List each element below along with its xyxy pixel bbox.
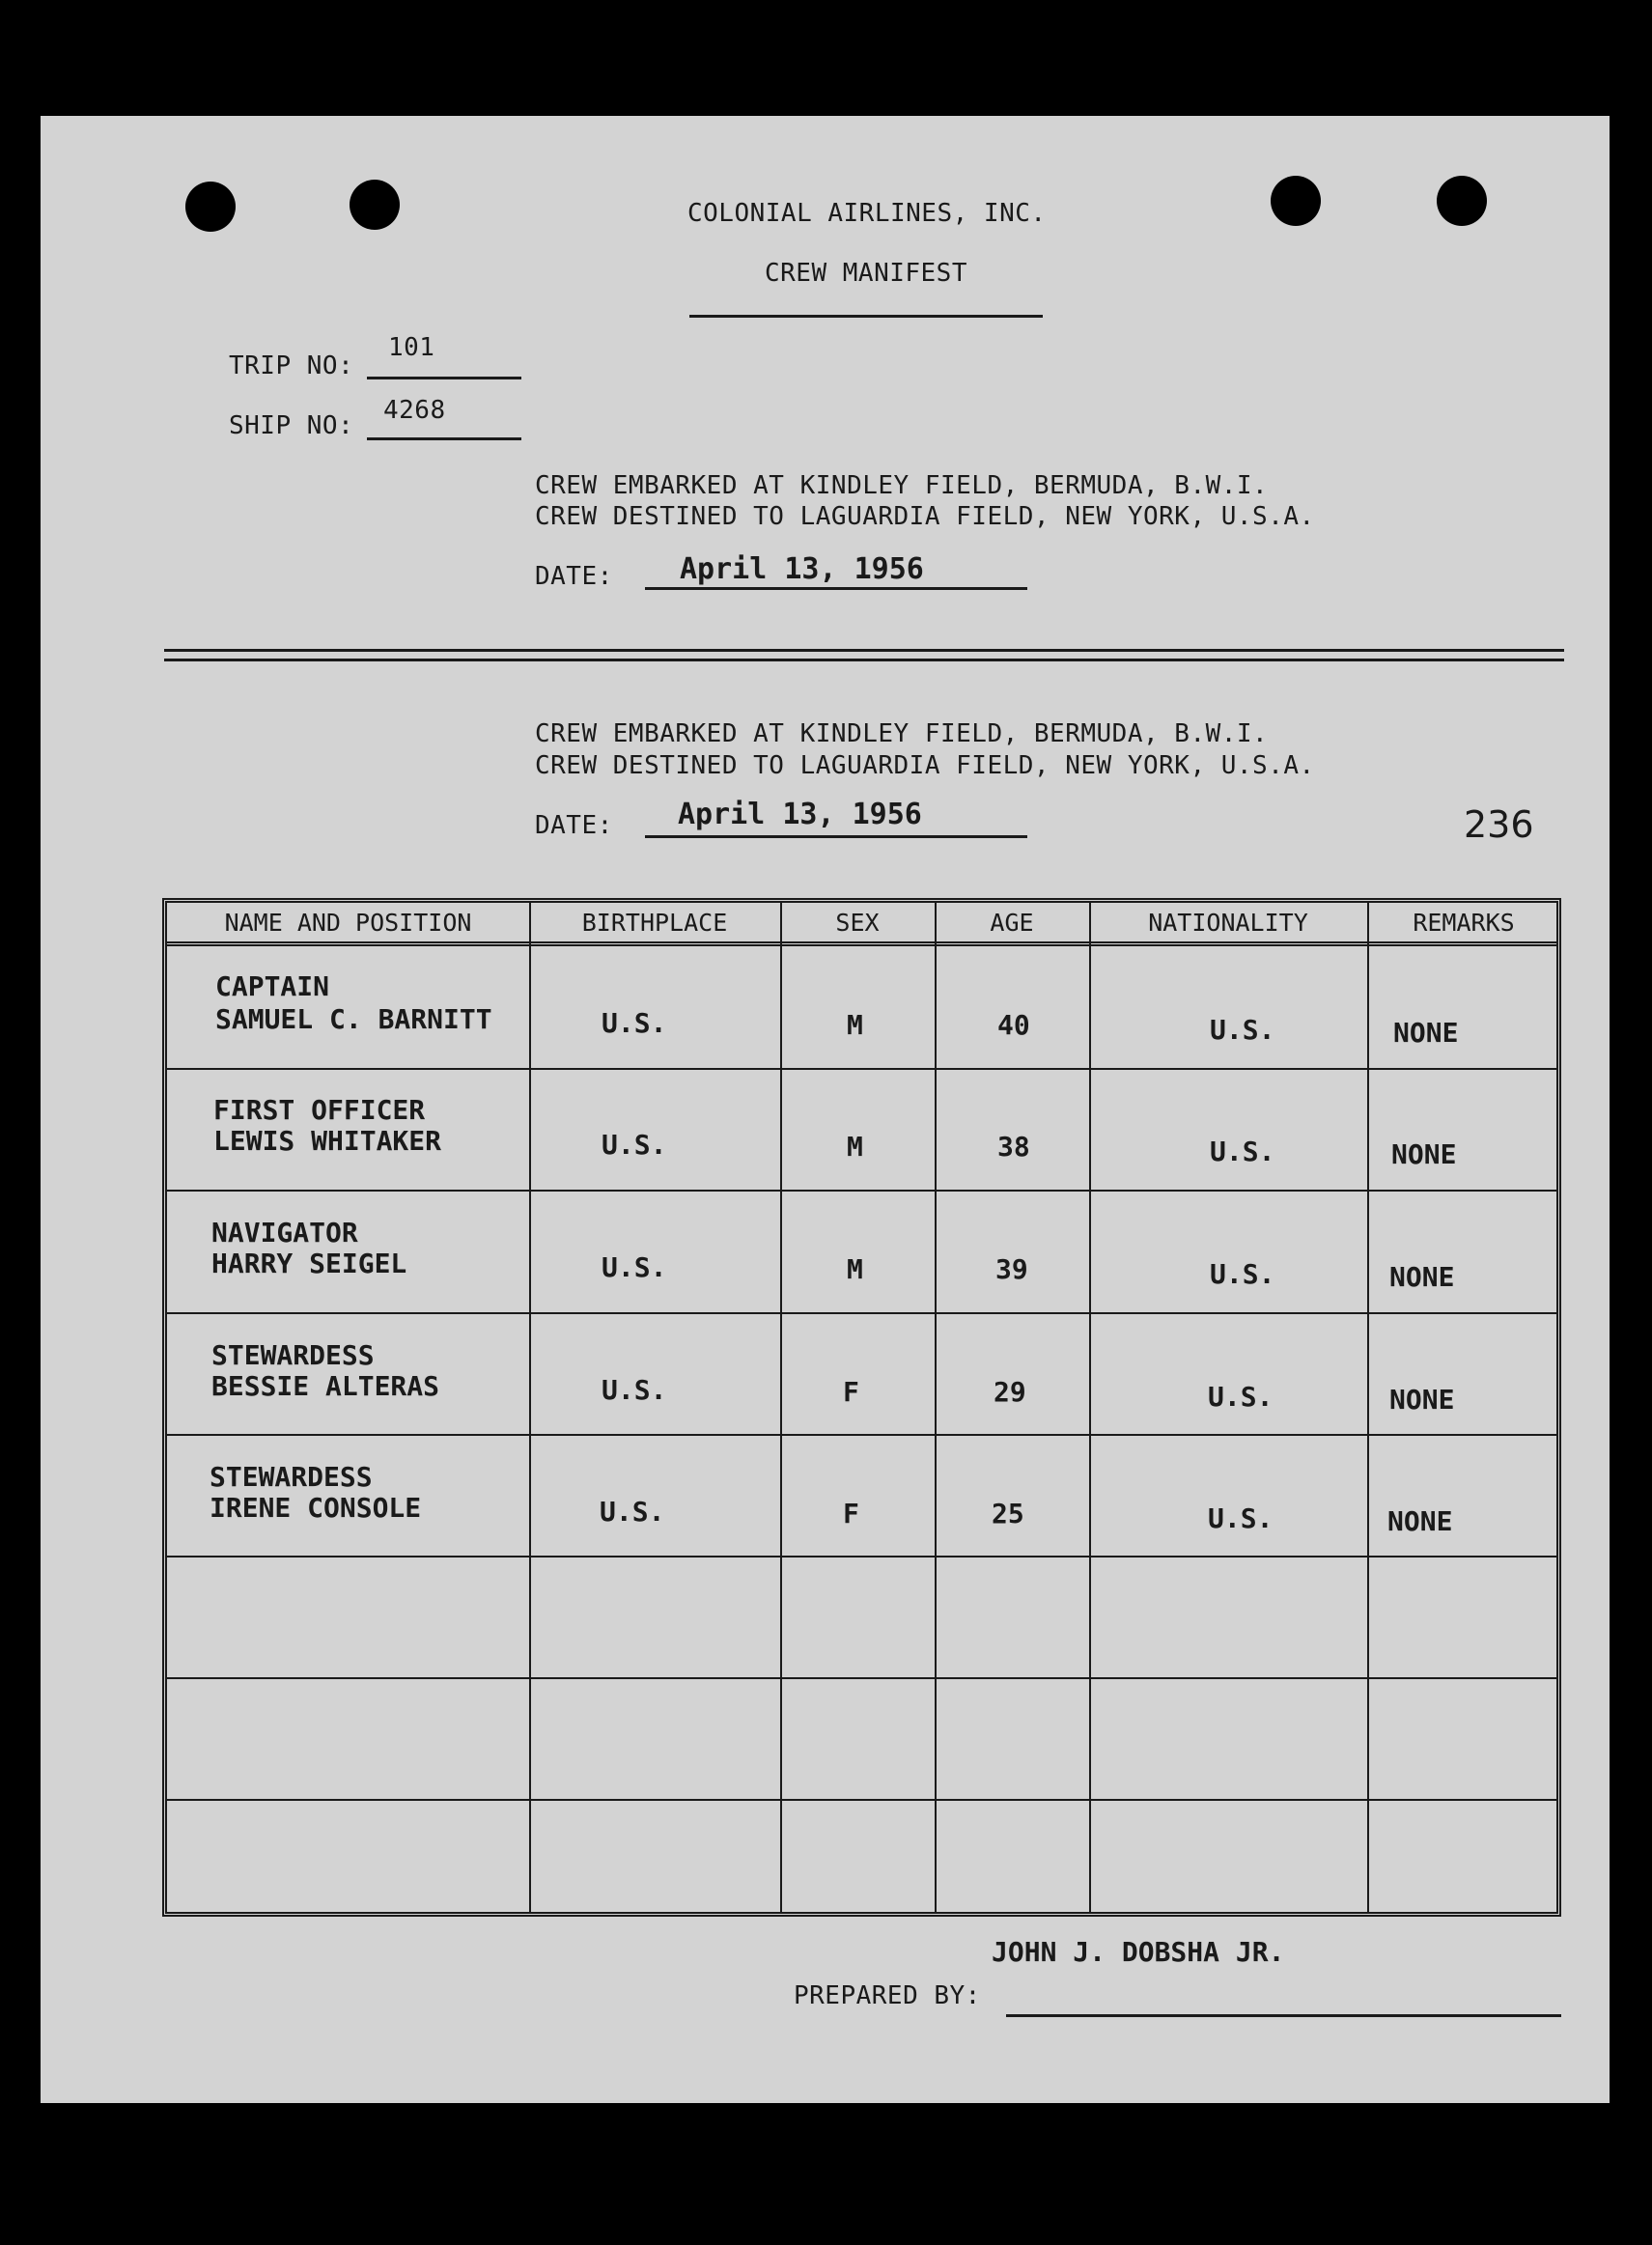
row-5-position: STEWARDESS (210, 1461, 373, 1493)
section-separator (164, 649, 1564, 661)
row-1-name: SAMUEL C. BARNITT (215, 1003, 492, 1035)
ship-underline (367, 437, 521, 440)
row-4-position: STEWARDESS (211, 1339, 375, 1371)
row-divider (167, 1799, 1556, 1801)
trip-value: 101 (388, 333, 435, 362)
row-divider (167, 1190, 1556, 1192)
row-divider (167, 1677, 1556, 1679)
row-2-sex: M (847, 1131, 863, 1163)
trip-underline (367, 377, 521, 379)
row-1-position: CAPTAIN (215, 970, 330, 1002)
section1-destined: CREW DESTINED TO LAGUARDIA FIELD, NEW YORK, U.S.A. (535, 502, 1315, 531)
row-1-birthplace: U.S. (602, 1007, 667, 1039)
section1-date-value: April 13, 1956 (680, 552, 924, 586)
row-1-age: 40 (997, 1009, 1030, 1041)
row-divider (167, 1556, 1556, 1557)
crew-table (162, 898, 1561, 1917)
row-2-position: FIRST OFFICER (213, 1094, 426, 1126)
punch-hole-3 (1271, 176, 1321, 226)
col-divider (780, 903, 782, 1912)
row-3-name: HARRY SEIGEL (211, 1248, 407, 1279)
row-5-nationality: U.S. (1208, 1502, 1274, 1534)
row-2-age: 38 (997, 1131, 1030, 1163)
col-divider (1089, 903, 1091, 1912)
header-divider (167, 941, 1556, 946)
punch-hole-4 (1437, 176, 1487, 226)
row-5-birthplace: U.S. (600, 1496, 665, 1528)
row-2-nationality: U.S. (1210, 1136, 1275, 1167)
row-1-nationality: U.S. (1210, 1014, 1275, 1046)
page-number: 236 (1464, 803, 1534, 846)
col-divider (529, 903, 531, 1912)
row-4-birthplace: U.S. (602, 1374, 667, 1406)
row-3-age: 39 (995, 1253, 1028, 1285)
row-5-remarks: NONE (1387, 1505, 1453, 1537)
row-4-age: 29 (994, 1376, 1026, 1408)
manifest-page (41, 116, 1610, 2103)
row-3-remarks: NONE (1389, 1261, 1455, 1293)
section2-date-label: DATE: (535, 811, 613, 840)
row-5-age: 25 (992, 1498, 1024, 1529)
row-3-nationality: U.S. (1210, 1258, 1275, 1290)
header-age: AGE (990, 909, 1034, 937)
section1-embarked: CREW EMBARKED AT KINDLEY FIELD, BERMUDA, B.W.I. (535, 471, 1269, 500)
row-2-name: LEWIS WHITAKER (213, 1125, 442, 1157)
section1-date-underline (645, 587, 1027, 590)
header-remarks: REMARKS (1413, 909, 1515, 937)
section1-date-label: DATE: (535, 562, 613, 591)
row-5-sex: F (843, 1498, 859, 1529)
company-name: COLONIAL AIRLINES, INC. (687, 199, 1047, 228)
header-nationality: NATIONALITY (1148, 909, 1308, 937)
row-2-birthplace: U.S. (602, 1129, 667, 1161)
header-birthplace: BIRTHPLACE (581, 909, 728, 937)
document-title: CREW MANIFEST (765, 259, 967, 288)
row-5-name: IRENE CONSOLE (210, 1492, 422, 1524)
punch-hole-1 (185, 182, 236, 232)
ship-value: 4268 (383, 396, 446, 425)
section2-date-value: April 13, 1956 (678, 798, 922, 831)
ship-label: SHIP NO: (229, 411, 354, 440)
row-4-nationality: U.S. (1208, 1381, 1274, 1413)
row-1-sex: M (847, 1009, 863, 1041)
title-underline (689, 315, 1043, 318)
col-divider (1367, 903, 1369, 1912)
row-2-remarks: NONE (1391, 1138, 1457, 1170)
section2-destined: CREW DESTINED TO LAGUARDIA FIELD, NEW YORK, U.S.A. (535, 751, 1315, 780)
trip-label: TRIP NO: (229, 351, 354, 380)
punch-hole-2 (350, 180, 400, 230)
row-divider (167, 1312, 1556, 1314)
row-4-remarks: NONE (1389, 1384, 1455, 1416)
row-1-remarks: NONE (1393, 1017, 1459, 1049)
header-name-position: NAME AND POSITION (224, 909, 472, 937)
row-divider (167, 1068, 1556, 1070)
col-divider (935, 903, 937, 1912)
section2-embarked: CREW EMBARKED AT KINDLEY FIELD, BERMUDA, B.W.I. (535, 719, 1269, 748)
row-4-sex: F (843, 1376, 859, 1408)
section2-date-underline (645, 835, 1027, 838)
row-divider (167, 1434, 1556, 1436)
preparer-name: JOHN J. DOBSHA JR. (992, 1936, 1285, 1968)
signature-line (1006, 2014, 1561, 2017)
prepared-by-label: PREPARED BY: (794, 1981, 981, 2010)
row-3-sex: M (847, 1253, 863, 1285)
row-3-position: NAVIGATOR (211, 1217, 358, 1249)
row-4-name: BESSIE ALTERAS (211, 1370, 440, 1402)
header-sex: SEX (835, 909, 880, 937)
row-3-birthplace: U.S. (602, 1251, 667, 1283)
